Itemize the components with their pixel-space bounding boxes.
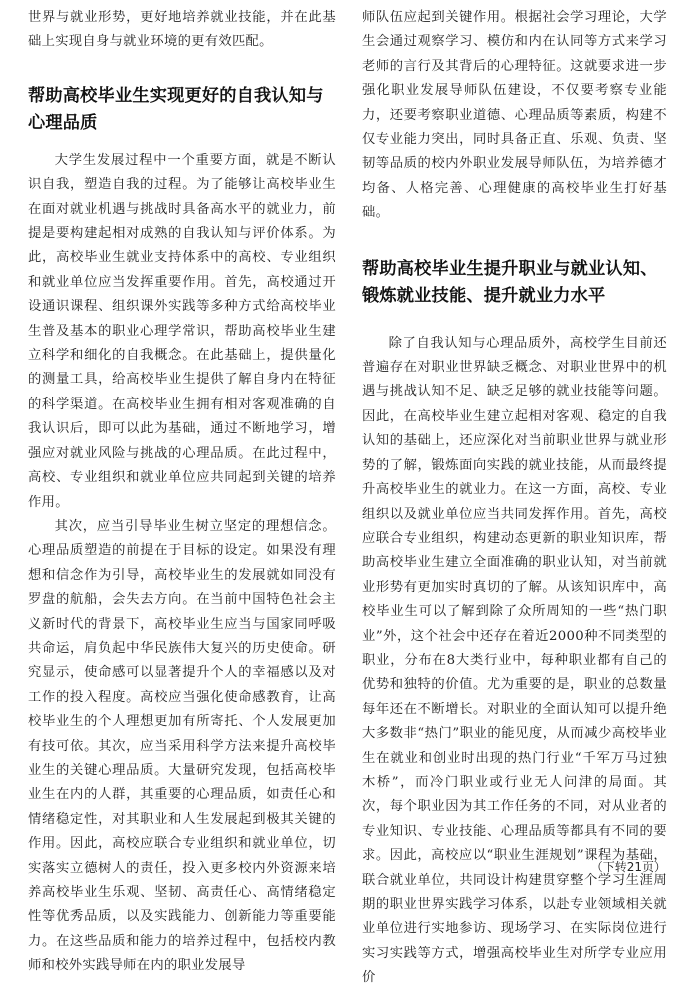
right-column [362,6,667,991]
left-column [28,6,336,979]
paragraph: 大学生发展过程中一个重要方面，就是不断认识自我，塑造自我的过程。为了能够让高校毕业生在面对就业机遇与挑战时具备高水平的就业力，前提是要构建起相对成熟的自我认知与评价体系。为此，高校毕业生就业支持体系中的高校、专业组织和就业单位应当发挥重要作用。首先，高校通过开设通识课程、组织课外实践等多种方式给高校毕业生普及基本的职业心理学常识，帮助高校毕业生建立科学和细化的自我概念。在此基础上，提供量化的测量工具，给高校毕业生提供了解自身内在特征的科学渠道。在高校毕业生拥有相对客观准确的自我认识后，即可以此为基础，通过不断地学习，增强应对就业风险与挑战的心理品质。在此过程中，高校、专业组织和就业单位应共同起到关键的培养作用。 [28,152,336,510]
paragraph: 世界与就业形势，更好地培养就业技能，并在此基础上实现自身与就业环境的更有效匹配。 [28,10,336,50]
paragraph: 师队伍应起到关键作用。根据社会学习理论，大学生会通过观察学习、模仿和内在认同等方式来学习老师的言行及其背后的心理特征。这就要求进一步强化职业发展导师队伍建设，不仅要考察专业能力，还要考察职业道德、心理品质等素质，构建不仅专业能力突出，同时具备正直、乐观、负责、坚韧等品质的校内外职业发展导师队伍，为培养德才均备、人格完善、心理健康的高校毕业生打好基础。 [362,10,667,221]
paragraph: 其次，应当引导毕业生树立坚定的理想信念。心理品质塑造的前提在于目标的设定。如果没有理想和信念作为引导，高校毕业生的发展就如同没有罗盘的航船，会失去方向。在当前中国特色社会主义新时代的背景下，高校毕业生应当与国家同呼吸共命运，肩负起中华民族伟大复兴的历史使命。研究显示，使命感可以显著提升个人的幸福感以及对工作的投入程度。高校应当强化使命感教育，让高校毕业生的个人理想更加有所寄托、个人发展更加有技可依。其次，应当采用科学方法来提升高校毕业生的关键心理品质。大量研究发现，包括高校毕业生在内的人群，其重要的心理品质，如责任心和情绪稳定性，对其职业和人生发展起到极其关键的作用。因此，高校应联合专业组织和就业单位，切实落实立德树人的责任，投入更多校内外资源来培养高校毕业生乐观、坚韧、高责任心、高情绪稳定性等优秀品质，以及实践能力、创新能力等重要能力。在这些品质和能力的培养过程中，包括校内教师和校外实践导师在内的职业发展导 [28,518,336,974]
paragraph: 除了自我认知与心理品质外，高校学生目前还普遍存在对职业世界缺乏概念、对职业世界中的机遇与挑战认知不足、缺乏足够的就业技能等问题。因此，在高校毕业生建立起相对客观、稳定的自我认知的基础上，还应深化对当前职业世界与就业形势的了解，锻炼面向实践的就业技能，从而最终提升高校毕业生的就业力。在这一方面，高校、专业组织以及就业单位应当共同发挥作用。首先，高校应联合专业组织，构建动态更新的职业知识库，帮助高校毕业生建立全面准确的职业认知，对当前就业形势有更加实时真切的了解。从该知识库中，高校毕业生可以了解到除了众所周知的一些“热门职业”外，这个社会中还存在着近2000种不同类型的职业，分布在8大类行业中，每种职业都有自己的优势和独特的价值。尤为重要的是，职业的总数量每年还在不断增长。对职业的全面认知可以提升绝大多数非“热门”职业的能见度，从而减少高校毕业生在就业和创业时出现的热门行业“千军万马过独木桥”，而冷门职业或行业无人问津的局面。其次，每个职业因为其工作任务的不同，对从业者的专业知识、专业技能、心理品质等都具有不同的要求。因此，高校应以“职业生涯规划”课程为基础，联合就业单位，共同设计构建贯穿整个学习生涯周期的职业世界实践学习体系，以赴专业领域相关就业单位进行实地参访、现场学习、在实际岗位进行实习实践等方式，增强高校毕业生对所学专业应用价 [362,335,667,986]
section-heading: 帮助高校毕业生实现更好的自我认知与心理品质 [28,85,324,133]
continued-on-note: （下转21页） [590,860,666,874]
section-heading: 帮助高校毕业生提升职业与就业认知、锻炼就业技能、提升就业力水平 [362,258,658,306]
